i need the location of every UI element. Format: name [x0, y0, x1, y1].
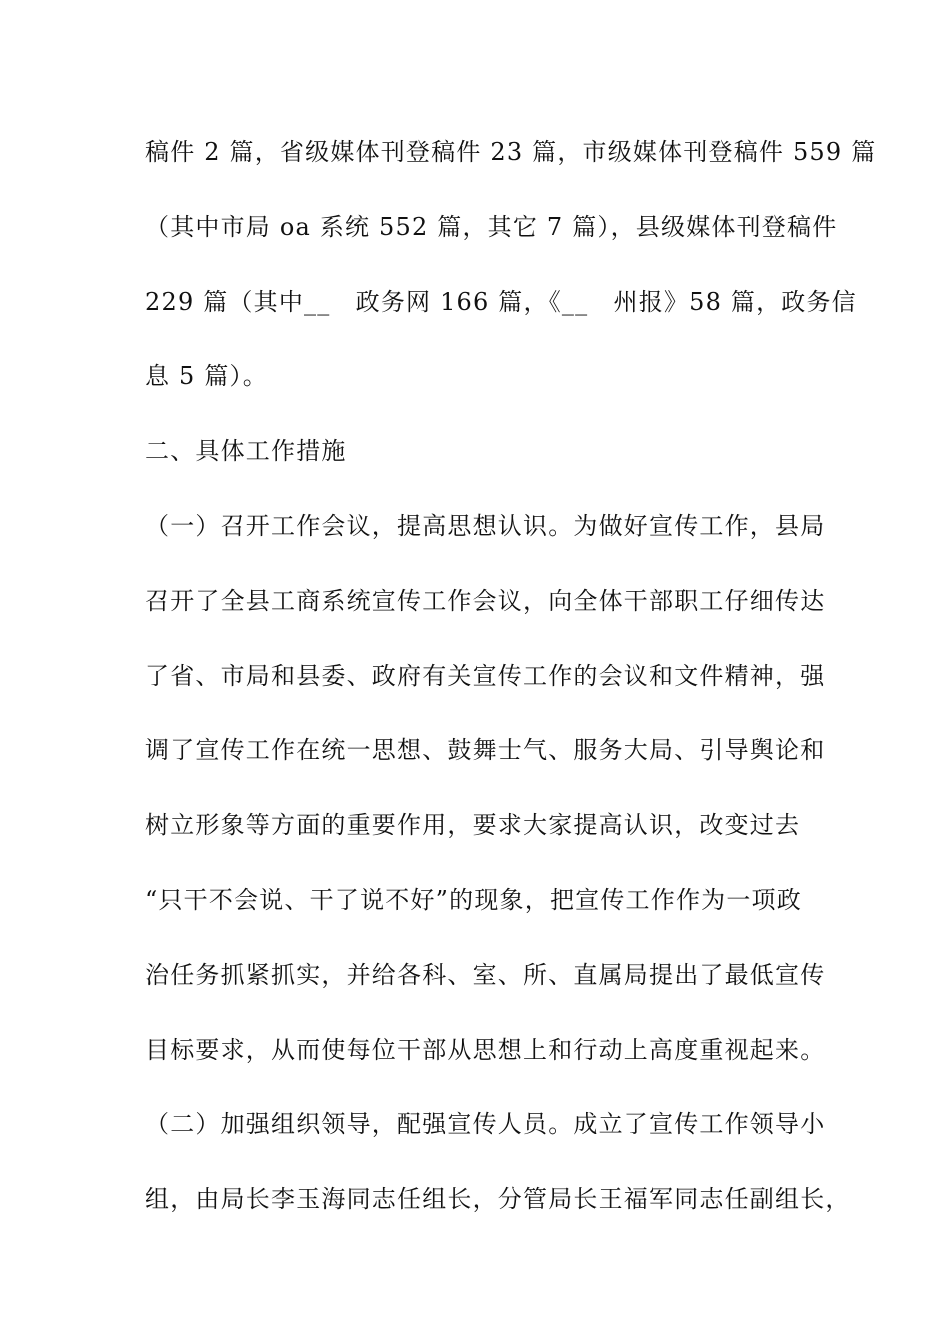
text-line-7: 召开了全县工商系统宣传工作会议，向全体干部职工仔细传达 [145, 587, 826, 615]
text-line-6: （一）召开工作会议，提高思想认识。为做好宣传工作，县局 [145, 512, 826, 540]
text-line-10: 树立形象等方面的重要作用，要求大家提高认识，改变过去 [145, 811, 801, 839]
text-line-9: 调了宣传工作在统一思想、鼓舞士气、服务大局、引导舆论和 [145, 736, 826, 764]
text-line-1: 稿件 2 篇，省级媒体刊登稿件 23 篇，市级媒体刊登稿件 559 篇 [145, 138, 877, 166]
text-line-15: 组，由局长李玉海同志任组长，分管局长王福军同志任副组长， [145, 1185, 851, 1213]
text-line-12: 治任务抓紧抓实，并给各科、室、所、直属局提出了最低宣传 [145, 961, 826, 989]
text-line-11: “只干不会说、干了说不好”的现象，把宣传工作作为一项政 [145, 886, 802, 914]
section-heading: 二、具体工作措施 [145, 437, 347, 465]
text-line-14: （二）加强组织领导，配强宣传人员。成立了宣传工作领导小 [145, 1110, 826, 1138]
text-line-3: 229 篇（其中__ 政务网 166 篇，《__ 州报》58 篇，政务信 [145, 288, 857, 316]
text-line-4: 息 5 篇）。 [145, 362, 268, 390]
text-line-13: 目标要求，从而使每位干部从思想上和行动上高度重视起来。 [145, 1036, 826, 1064]
text-line-8: 了省、市局和县委、政府有关宣传工作的会议和文件精神，强 [145, 662, 826, 690]
text-line-2: （其中市局 oa 系统 552 篇，其它 7 篇），县级媒体刊登稿件 [145, 213, 838, 241]
